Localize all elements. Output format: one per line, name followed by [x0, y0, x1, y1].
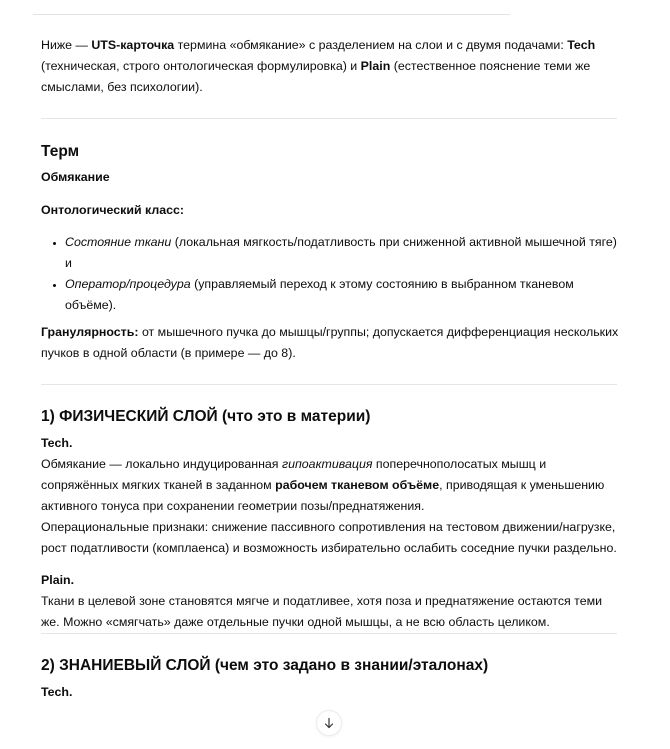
- ontological-class-list: [41, 232, 621, 316]
- intro-text: (техническая, строго онтологическая формулировка) и: [41, 59, 361, 73]
- top-divider: [33, 14, 510, 15]
- granularity-text: от мышечного пучка до мышцы/группы; допускается дифференциация нескольких пучков в одной области (в примере — до 8).: [41, 325, 619, 360]
- scroll-to-bottom-button[interactable]: [316, 710, 342, 736]
- section-divider: [41, 118, 617, 119]
- layer1-tech-label: Tech.: [41, 436, 73, 450]
- list-item-text: (локальная мягкость/податливость при сниженной активной мышечной тяге) и: [65, 235, 617, 270]
- intro-bold-plain: Plain: [360, 59, 391, 73]
- intro-bold-uts: UTS-карточка: [91, 38, 175, 52]
- term-name: Обмякание: [41, 170, 110, 184]
- layer1-tech-text: [41, 454, 621, 517]
- tech-text: поперечнополосатых мышц и сопряжённых мягких тканей в заданном: [41, 457, 547, 492]
- intro-paragraph: [41, 35, 621, 98]
- tech-bold: рабочем тканевом объёме: [275, 478, 440, 492]
- arrow-down-icon: [323, 717, 335, 729]
- tech-text: , приводящая к уменьшению активного тонуса при сохранении геометрии позы/преднатяжения.: [41, 478, 605, 513]
- list-item-emphasis: Оператор/процедура: [65, 277, 191, 291]
- tech-text: Обмякание — локально индуцированная: [41, 457, 282, 471]
- granularity-label: Гранулярность:: [41, 325, 139, 339]
- layer1-heading: 1) ФИЗИЧЕСКИЙ СЛОЙ (что это в материи): [41, 408, 371, 425]
- list-item: [65, 232, 621, 274]
- layer2-heading: 2) ЗНАНИЕВЫЙ СЛОЙ (чем это задано в знании/эталонах): [41, 657, 489, 674]
- list-item-emphasis: Состояние ткани: [65, 235, 172, 249]
- layer2-tech-label: Tech.: [41, 685, 73, 699]
- layer1-plain-label: Plain.: [41, 573, 75, 587]
- list-item-text: (управляемый переход к этому состоянию в выбранном тканевом объёме).: [65, 277, 574, 312]
- list-item: [65, 274, 621, 316]
- intro-text: (естественное пояснение теми же смыслами, без психологии).: [41, 59, 591, 94]
- intro-text: термина «обмякание» с разделением на слои и с двумя подачами:: [174, 38, 568, 52]
- intro-bold-tech: Tech: [567, 38, 596, 52]
- layer1-plain-text: Ткани в целевой зоне становятся мягче и податливее, хотя поза и преднатяжение остаются теми же. Можно «смягчать» даже отдельные пучки одной мышцы, а не всю область целиком.: [41, 594, 603, 629]
- term-heading: Терм: [41, 143, 80, 160]
- intro-text: Ниже —: [41, 38, 92, 52]
- ontological-class-label: Онтологический класс:: [41, 203, 185, 217]
- section-divider: [41, 633, 617, 634]
- tech-emphasis: гипоактивация: [281, 457, 373, 471]
- section-divider: [41, 384, 617, 385]
- layer1-tech-operational: Операциональные признаки: снижение пассивного сопротивления на тестовом движении/нагрузке, рост податливости (комплаенса) и возможность избирательно ослабить соседние пучки раздельно.: [41, 520, 617, 555]
- granularity-paragraph: [41, 322, 621, 364]
- message-content: [41, 35, 621, 703]
